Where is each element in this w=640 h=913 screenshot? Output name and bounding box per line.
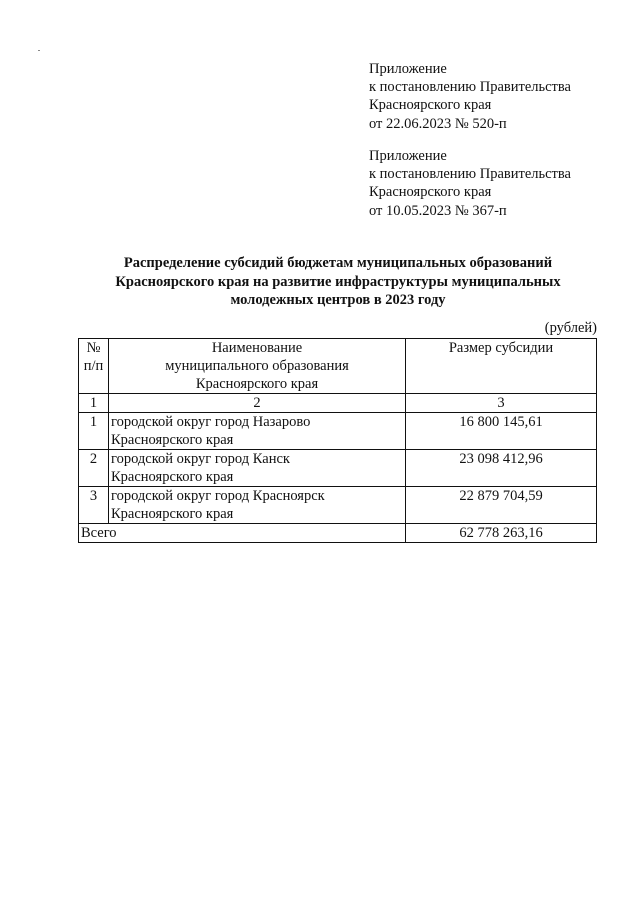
subsidy-table — [78, 338, 597, 543]
appendix-original-line-4: от 10.05.2023 № 367-п — [369, 202, 507, 219]
column-number-row — [79, 394, 597, 413]
table-row — [79, 487, 597, 524]
appendix-original-block — [369, 147, 619, 220]
unit-label: (рублей) — [544, 320, 597, 336]
row-name-line-2: Красноярского края — [111, 432, 234, 448]
appendix-original-line-2: к постановлению Правительства — [369, 166, 571, 183]
header-amount: Размер субсидии — [406, 339, 597, 394]
row-num: 3 — [79, 487, 109, 524]
row-name — [109, 450, 406, 487]
header-name — [109, 339, 406, 394]
header-name-line-3: Красноярского края — [195, 376, 319, 392]
appendix-current-block — [369, 60, 619, 133]
table-header-row — [79, 339, 597, 394]
row-name-line-1: городской округ город Красноярск — [111, 488, 325, 504]
appendix-original-line-3: Красноярского края — [369, 184, 492, 201]
row-name-line-1: городской округ город Назарово — [111, 414, 311, 430]
appendix-current-line-1: Приложение — [369, 61, 447, 77]
header-name-line-2: муниципального образования — [165, 358, 349, 374]
total-amount: 62 778 263,16 — [406, 524, 597, 543]
table-row — [79, 413, 597, 450]
document-title — [80, 254, 596, 310]
row-amount: 23 098 412,96 — [406, 450, 597, 487]
row-name-line-1: городской округ город Канск — [111, 451, 290, 467]
row-name — [109, 487, 406, 524]
header-num-line-2: п/п — [83, 358, 104, 374]
appendix-original-line-1: Приложение — [369, 148, 447, 164]
header-name-line-1: Наименование — [211, 340, 303, 356]
column-number-3: 3 — [406, 394, 597, 413]
appendix-current-line-3: Красноярского края — [369, 97, 492, 114]
row-amount: 16 800 145,61 — [406, 413, 597, 450]
row-name-line-2: Красноярского края — [111, 469, 234, 485]
row-num: 1 — [79, 413, 109, 450]
row-num: 2 — [79, 450, 109, 487]
appendix-current-line-2: к постановлению Правительства — [369, 79, 571, 96]
header-num-line-1: № — [86, 340, 101, 356]
total-label: Всего — [79, 524, 406, 543]
row-amount: 22 879 704,59 — [406, 487, 597, 524]
title-line-1: Распределение субсидий бюджетам муниципальных образований — [123, 255, 553, 271]
row-name — [109, 413, 406, 450]
appendix-current-line-4: от 22.06.2023 № 520-п — [369, 115, 507, 132]
column-number-2: 2 — [109, 394, 406, 413]
total-row — [79, 524, 597, 543]
title-line-2: Красноярского края на развитие инфраструктуры муниципальных — [115, 273, 561, 290]
table-row — [79, 450, 597, 487]
header-num — [79, 339, 109, 394]
row-name-line-2: Красноярского края — [111, 506, 234, 522]
column-number-1: 1 — [79, 394, 109, 413]
title-line-3: молодежных центров в 2023 году — [230, 292, 446, 308]
scan-speck — [38, 50, 40, 51]
